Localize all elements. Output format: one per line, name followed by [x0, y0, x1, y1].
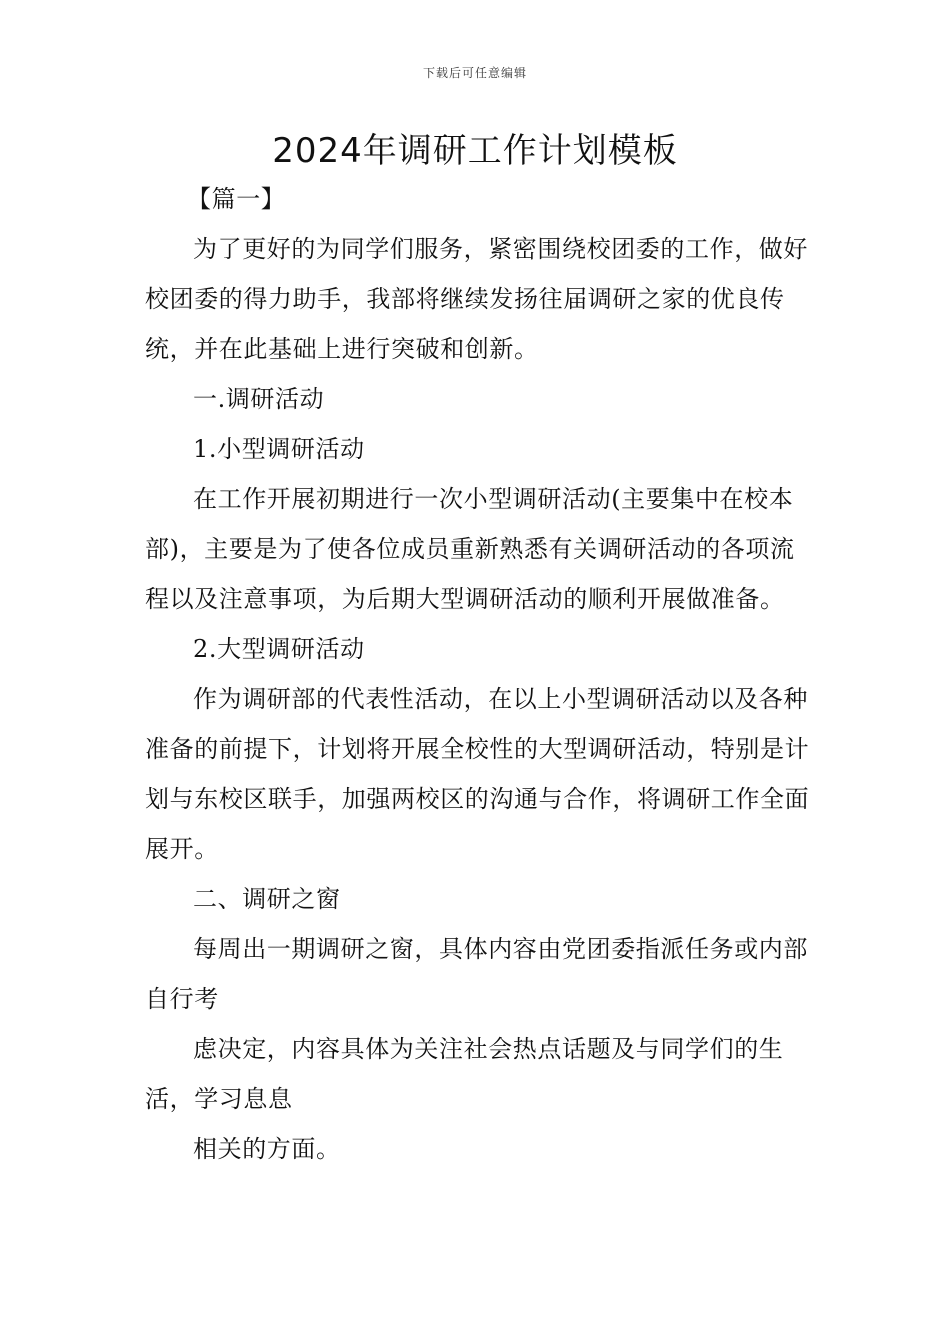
section-label: 【篇一】 — [187, 185, 286, 213]
paragraph-intro: 为了更好的为同学们服务，紧密围绕校团委的工作，做好校团委的得力助手，我部将继续发扬往届调研之家的优良传统，并在此基础上进行突破和创新。 — [145, 235, 808, 363]
heading-research-window: 二、调研之窗 — [193, 885, 341, 913]
paragraph-small-activity: 在工作开展初期进行一次小型调研活动(主要集中在校本部)，主要是为了使各位成员重新熟悉有关调研活动的各项流程以及注意事项，为后期大型调研活动的顺利开展做准备。 — [145, 485, 795, 613]
heading-large-activity: 2.大型调研活动 — [193, 635, 365, 663]
heading-small-activity: 1.小型调研活动 — [193, 435, 365, 463]
heading-research-activities: 一.调研活动 — [193, 385, 325, 413]
document-title: 2024年调研工作计划模板 — [272, 131, 678, 171]
paragraph-window-2: 虑决定，内容具体为关注社会热点话题及与同学们的生活，学习息息 — [145, 1035, 784, 1113]
paragraph-window-3: 相关的方面。 — [193, 1135, 341, 1163]
paragraph-window-1: 每周出一期调研之窗，具体内容由党团委指派任务或内部自行考 — [145, 935, 808, 1013]
document-body — [145, 174, 810, 1174]
header-note: 下载后可任意编辑 — [422, 66, 527, 80]
paragraph-large-activity: 作为调研部的代表性活动，在以上小型调研活动以及各种准备的前提下，计划将开展全校性的大型调研活动，特别是计划与东校区联手，加强两校区的沟通与合作，将调研工作全面展开。 — [145, 685, 810, 863]
